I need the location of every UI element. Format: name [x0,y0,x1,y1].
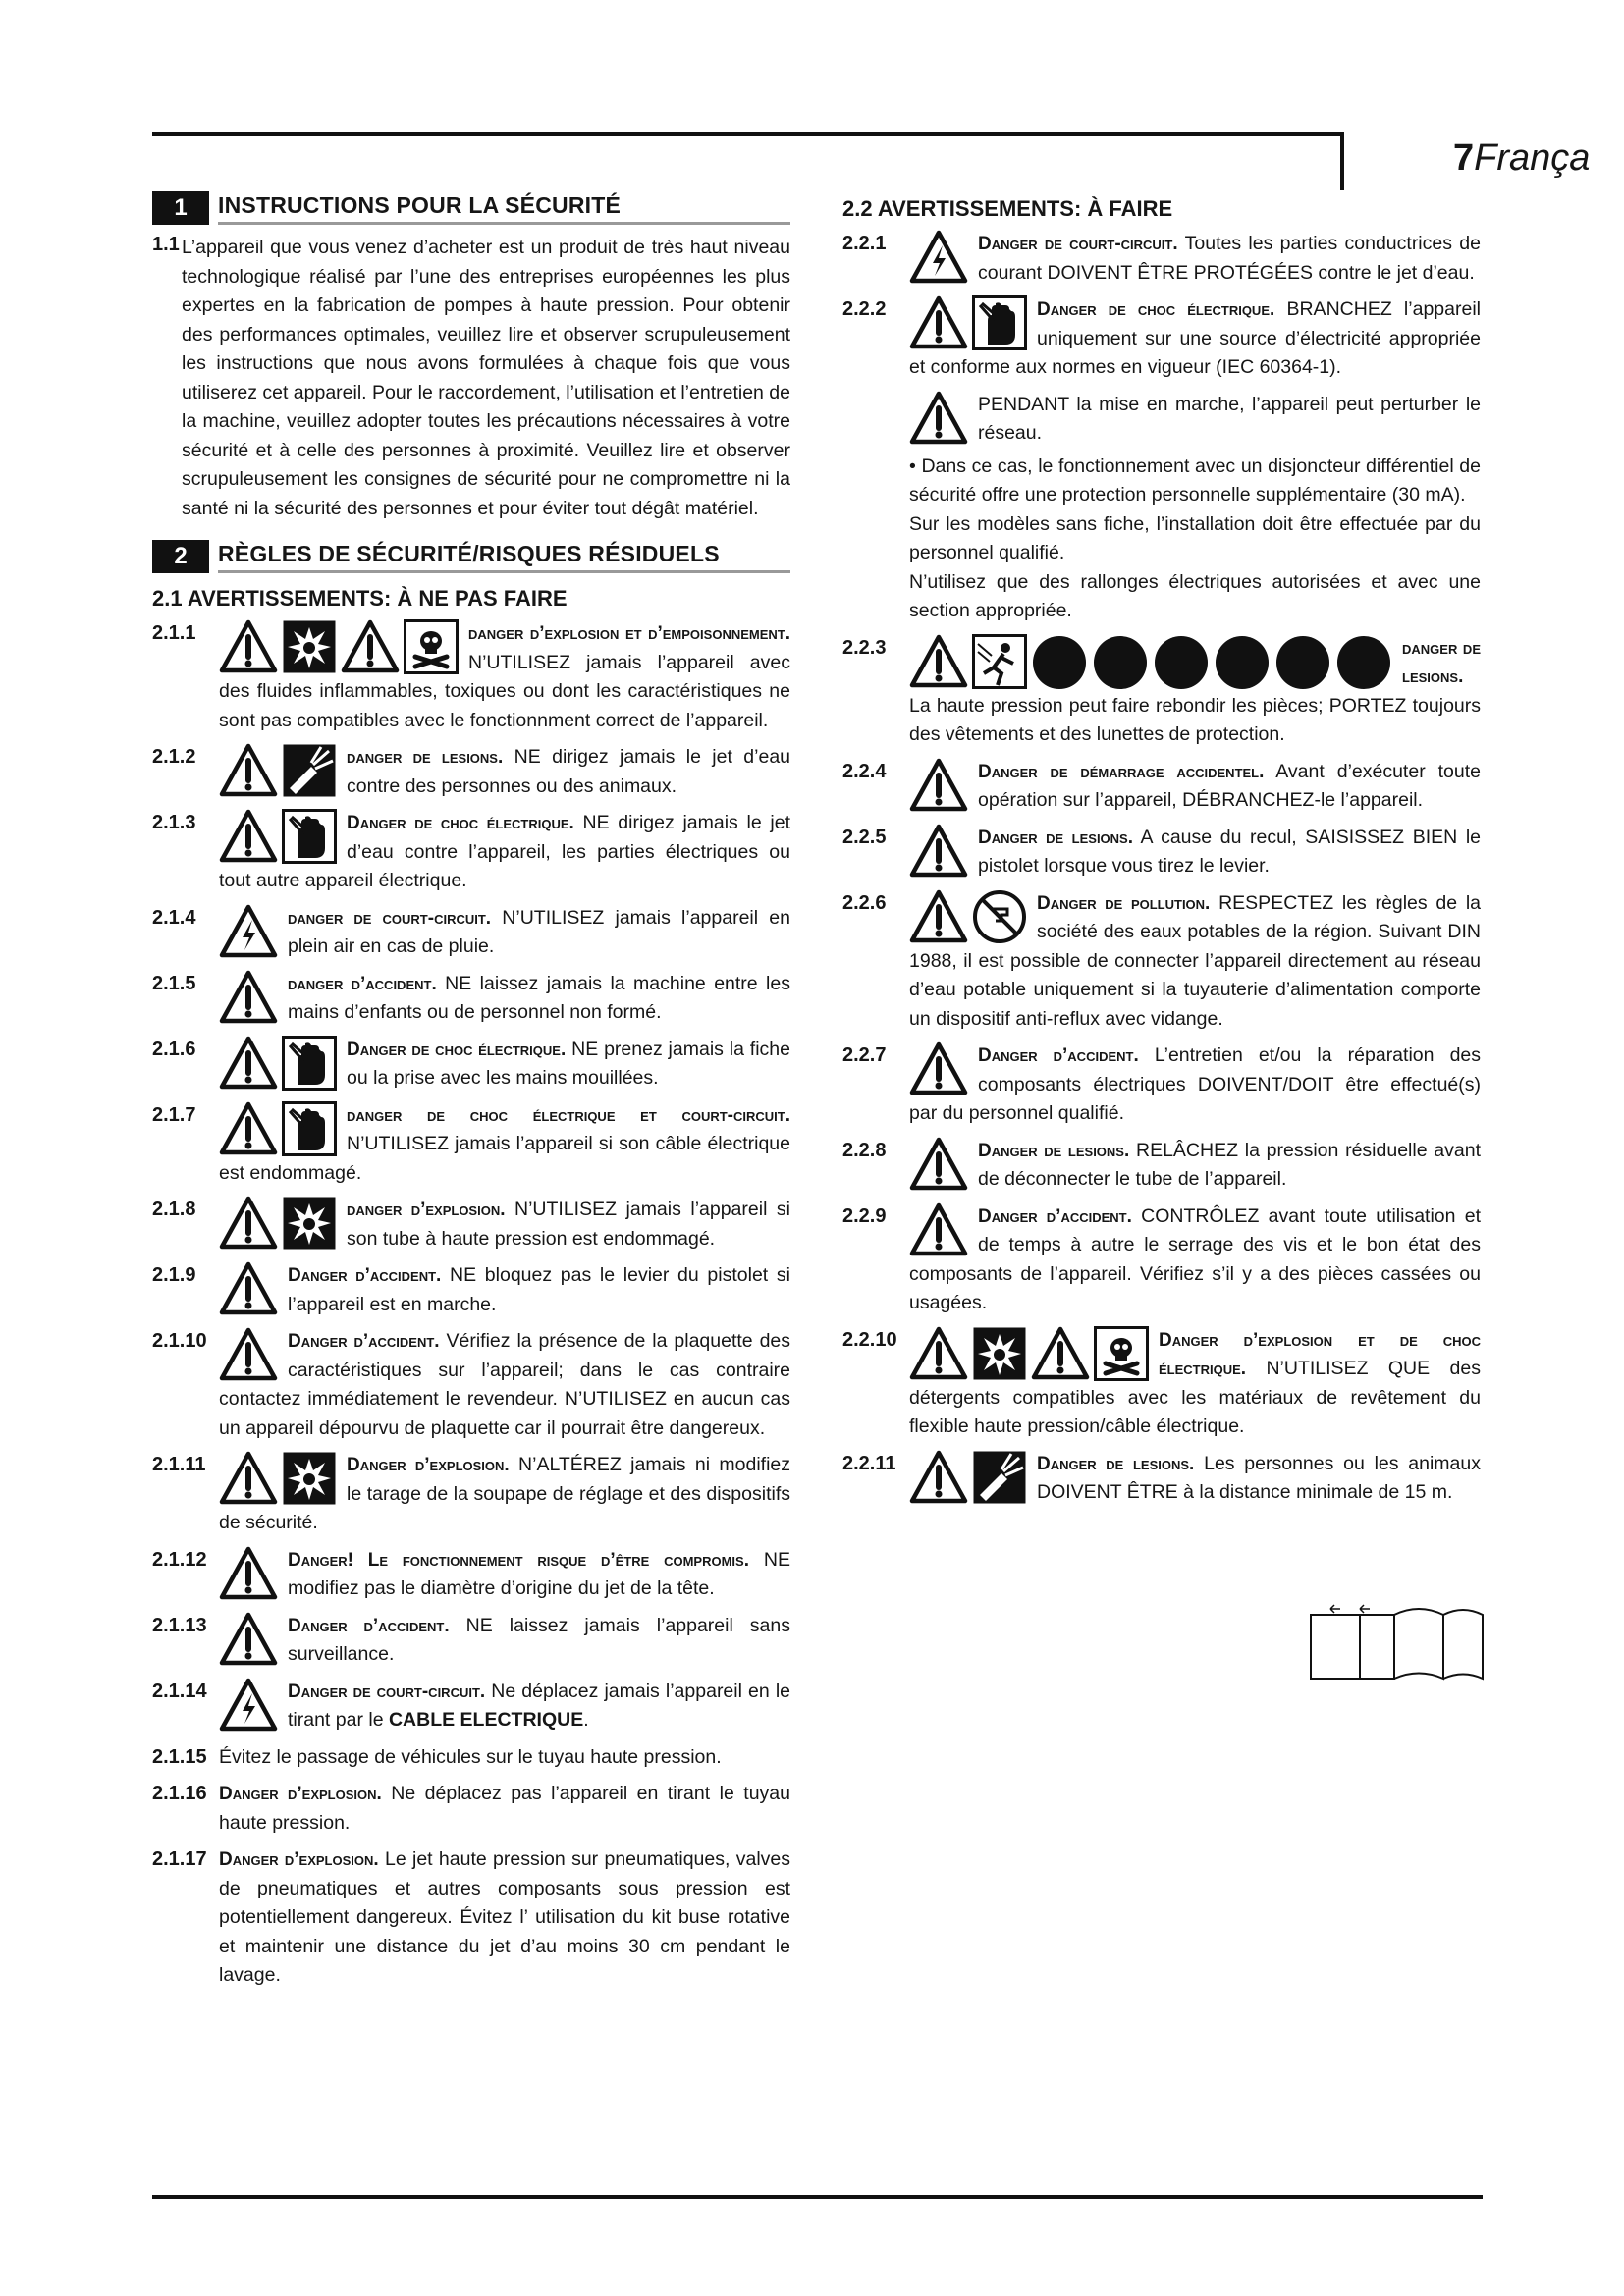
warning-item-body [219,619,790,735]
warning-item-text [219,904,790,962]
bottom-rule [152,2195,1483,2199]
warning-text: L’entretien et/ou la réparation des composants électriques DOIVENT/DOIT être effectué(s) par du personnel qualifié. [909,1044,1482,1124]
warning-icons [219,1612,278,1667]
warning-item-body [219,1196,790,1254]
warning-item [152,1546,790,1604]
warning-item-body [909,1326,1481,1442]
warning-item [152,1261,790,1319]
hazard-label: Danger d’explosion. [219,1849,379,1870]
warning-text: Ne déplacez jamais l’appareil en le tirant par le [288,1680,790,1731]
explosion-icon [972,1326,1027,1381]
warning-item [842,1450,1481,1508]
warning-icons [909,1450,1027,1505]
network-disturbance-text: PENDANT la mise en marche, l’appareil peut perturber le réseau. [978,393,1481,444]
hazard-label: Danger de pollution. [1037,892,1211,914]
section-2-title: RÈGLES DE SÉCURITÉ/RISQUES RÉSIDUELS [218,541,790,573]
hazard-label: danger d’explosion. [347,1200,506,1220]
section-1-title: INSTRUCTIONS POUR LA SÉCURITÉ [218,192,790,225]
warning-item-number: 2.1.16 [152,1783,207,1804]
hazard-label: Danger! Le fonctionnement risque d’être compromis. [288,1549,749,1571]
warning-icons [219,970,278,1025]
warning-text: Évitez le passage de véhicules sur le tuyau haute pression. [219,1745,722,1768]
right-column [842,188,1481,1516]
warning-triangle-icon [909,1450,968,1505]
warning-triangle-icon [219,743,278,798]
warning-item-body [219,1678,790,1735]
warning-item-text [219,1327,790,1443]
warning-triangle-icon [219,1546,278,1601]
subsection-2-1-title: 2.1 AVERTISSEMENTS: À NE PAS FAIRE [152,586,568,611]
warning-item-body [909,1450,1481,1508]
electric-hazard-icon [909,230,968,285]
warning-icons [219,904,278,959]
page-number-value: 7 [1453,137,1475,179]
warning-item-text [219,1546,790,1604]
hazard-label: danger d’accident. [288,973,437,994]
hazard-label: Danger de choc électrique. [1037,299,1275,320]
hazard-label: Danger de choc électrique. [347,813,574,833]
warning-text: N’UTILISEZ jamais l’appareil en plein air en cas de pluie. [288,906,790,957]
toxic-skull-icon [1094,1326,1149,1381]
warning-item-body [219,1036,790,1094]
warning-bold-text: CABLE ELECTRIQUE [388,1709,584,1731]
section-1-number: 1 [152,191,209,225]
warning-text: NE laissez jamais l’appareil sans surveillance. [288,1614,790,1665]
hazard-label: Danger de court-circuit. [288,1681,486,1702]
hazard-label: Danger de démarrage accidentel. [978,761,1265,782]
warning-item [152,1743,790,1773]
warning-item-number: 2.1.2 [152,746,196,768]
warning-item-text [219,970,790,1028]
hazard-label: Danger d’accident. [978,1045,1139,1066]
warning-item-body [909,230,1481,288]
warning-item-body [219,1451,790,1538]
warning-item-body [909,824,1481,881]
warning-triangle-icon [909,758,968,813]
warning-text: NE modifiez pas le diamètre d’origine du jet de la tête. [288,1548,790,1599]
warning-item-text [909,1041,1481,1129]
warning-icons [219,1196,337,1251]
warning-icons [909,1326,1149,1381]
warning-item-number: 2.1.3 [152,812,196,833]
warning-item-text [909,758,1481,816]
warning-item-body [219,970,790,1028]
warning-item-body [219,1612,790,1670]
warning-text: N’ALTÉREZ jamais ni modifiez le tarage de la soupape de réglage et des dispositifs de sécurité. [219,1454,790,1533]
water-jet-icon [972,1450,1027,1505]
warning-triangle-icon [219,1612,278,1667]
warning-item-number: 2.2.4 [842,760,887,782]
warning-triangle-icon [909,634,968,689]
warning-item [152,1451,790,1538]
warning-text: A cause du recul, SAISISSEZ BIEN le pistolet lorsque vous tirez le levier. [978,826,1481,877]
warning-item-number: 2.1.12 [152,1548,207,1571]
warning-text: Le jet haute pression sur pneumatiques, valves de pneumatiques et autres composants sous pression est potentiellement dangereux. Évitez l’ utilisation du kit buse rotative et maintenir une distance du jet d’au moins 30 cm pendant le lavage. [219,1848,790,1986]
warning-icons [909,1202,968,1257]
paragraph-1-1-number: 1.1 [152,234,180,255]
warning-triangle-icon [909,295,968,350]
warning-icons [219,1327,278,1382]
warning-triangle-icon [909,1202,968,1257]
warning-triangle-icon [219,809,278,864]
hazard-label: danger de court-circuit. [288,907,492,929]
warning-item-text [909,824,1481,881]
warning-icons [909,889,1027,944]
warning-item [842,634,1481,750]
warning-text: RELÂCHEZ la pression résiduelle avant de déconnecter le tube de l’appareil. [978,1139,1481,1190]
warning-item-body [219,809,790,896]
warning-item-text [219,1845,790,1991]
warning-text: N’UTILISEZ jamais l’appareil si son câble électrique est endommagé. [219,1133,790,1184]
warning-item-body [219,1327,790,1443]
warning-item-number: 2.1.14 [152,1680,207,1702]
warning-text: NE dirigez jamais le jet d’eau contre l’appareil, les parties électriques ou tout autre appareil électrique. [219,812,790,891]
paragraph-1-1 [152,234,790,523]
warning-item-number: 2.1.10 [152,1330,207,1352]
warning-item-number: 2.1.13 [152,1614,207,1636]
warning-item [152,1780,790,1838]
page-language: França [1474,137,1591,179]
warning-item-body [909,1041,1481,1129]
warning-item [152,1101,790,1189]
warning-text: NE laissez jamais la machine entre les mains d’enfants ou de personnel non formé. [288,972,790,1023]
warning-item [842,1041,1481,1129]
rebound-injury-icon [972,634,1027,689]
warning-item [842,824,1481,881]
warning-triangle-icon [219,619,278,674]
warning-item-body [219,1743,790,1773]
hazard-label: danger de lesions. [1402,637,1481,687]
warning-item-body [909,758,1481,816]
warning-item-body [909,1137,1481,1195]
warning-triangle-icon [1031,1326,1090,1381]
warning-triangle-icon [219,1327,278,1382]
warning-item-number: 2.2.2 [842,298,887,320]
protective-equipment-icon [1274,634,1331,691]
warning-item-body [219,1780,790,1838]
warning-item-body [909,889,1481,1035]
electric-hazard-icon [219,904,278,959]
warning-item-number: 2.2.8 [842,1139,887,1161]
warning-item-body [909,634,1481,750]
warning-item-text: Danger de court-circuit. Ne déplacez jamais l’appareil en le tirant par le CABLE ELECTRIQUE. [288,1680,790,1731]
warning-item [152,1845,790,1991]
warning-triangle-icon [341,619,400,674]
warning-icons [219,1101,337,1156]
warning-text: NE dirigez jamais le jet d’eau contre des personnes ou des animaux. [347,746,791,797]
warning-text: Toutes les parties conductrices de courant DOIVENT ÊTRE PROTÉGÉES contre le jet d’eau. [978,233,1482,284]
warning-text: N’UTILISEZ jamais l’appareil avec des fluides inflammables, toxiques ou dont les caractéristiques ne sont pas compatibles avec le fonctionnment correct de l’appareil. [219,651,790,731]
hazard-label: Danger de choc électrique. [347,1039,567,1060]
explosion-icon [282,1451,337,1506]
explosion-icon [282,619,337,674]
warning-item-body [219,743,790,801]
warning-icons [219,1678,278,1733]
warning-text: N’UTILISEZ QUE des détergents compatibles avec les matériaux de revêtement du flexible haute pression/câble électrique. [909,1358,1481,1437]
warning-text: BRANCHEZ l’appareil uniquement sur une source d’électricité appropriée et conforme aux normes en vigueur (IEC 60364-1). [909,298,1481,378]
warning-item-number: 2.1.5 [152,972,196,994]
hazard-label: Danger d’accident. [288,1331,440,1352]
warning-item-number: 2.2.11 [842,1452,896,1474]
warning-icons [219,743,337,798]
warning-item-number: 2.2.9 [842,1204,887,1227]
explosion-icon [282,1196,337,1251]
warning-item-text [909,230,1481,288]
warning-item-number: 2.2.1 [842,233,887,254]
warning-item-number: 2.2.5 [842,826,887,848]
warning-item-number: 2.1.9 [152,1264,196,1286]
warning-item-text [909,1137,1481,1195]
warning-item [842,758,1481,816]
hazard-label: danger de choc électrique et court-circuit. [347,1104,790,1126]
warning-text: RESPECTEZ les règles de la société des eaux potables de la région. Suivant DIN 1988, il est possible de connecter l’appareil directement au réseau d’eau potable uniquement si la tuyauterie d’alimentation comporte un dispositif anti-reflux avec vidange. [909,891,1482,1030]
warning-text: CONTRÔLEZ avant toute utilisation et de temps à autre le serrage des vis et le bon état des composants de l’appareil. Vérifiez s’il y a des pièces cassées ou usagées. [909,1204,1481,1313]
warning-icons [909,1041,968,1096]
no-drinking-water-icon [972,889,1027,944]
left-column [152,188,790,1999]
hazard-label: Danger de lesions. [1037,1453,1195,1474]
hazard-label: Danger d’accident. [288,1615,450,1636]
section-2-number: 2 [152,540,209,573]
warning-item [842,889,1481,1035]
protective-equipment-icon [1214,634,1271,691]
warning-icons [909,1137,968,1192]
warning-item [152,1612,790,1670]
warning-item-number: 2.2.6 [842,891,887,914]
warning-item-text [909,1202,1481,1318]
warning-item [152,809,790,896]
electric-shock-hand-icon [282,1101,337,1156]
warning-item-number: 2.1.4 [152,906,196,929]
hazard-label: danger d’explosion et d’empoisonnement. [468,623,790,644]
toxic-skull-icon [404,619,459,674]
electric-hazard-icon [219,1678,278,1733]
warning-icons [909,824,968,879]
water-jet-icon [282,743,337,798]
subsection-2-2-title: 2.2 AVERTISSEMENTS: À FAIRE [842,196,1173,221]
note-paragraph: Sur les modèles sans fiche, l’installation doit être effectuée par du personnel qualifié. [909,512,1481,563]
paragraph-1-1-text: L’appareil que vous venez d’acheter est un produit de très haut niveau technologique réalisé par l’une des entreprises européennes les plus expertes en la fabrication de pompes à haute pression. Pour obtenir des performances optimales, veuillez lire et observer scrupuleusement les instructions que nous avons formulées à chaque fois que vous utiliserez cet appareil. Pour le raccordement, l’utilisation et l’entretien de la machine, veuillez adopter toutes les précautions nécessaires à votre sécurité et à celle des personnes à proximité. Veuillez lire et observer scrupuleusement les consignes de sécurité pour ne compromettre ni la santé ni la sécurité des personnes et pour éviter tout dégât matériel. [182,237,790,519]
warning-item-number: 2.1.15 [152,1745,207,1768]
warning-item-body [909,295,1481,383]
hazard-label: Danger de lesions. [978,827,1134,848]
warning-icons [909,634,1392,691]
warning-icons [909,295,1027,350]
manual-book-icon [1301,1595,1488,1683]
warning-item-body [219,1546,790,1604]
warning-item-text [219,1743,790,1773]
warning-triangle-icon [909,391,968,446]
warning-item-body [219,1261,790,1319]
warning-item-text [219,1780,790,1838]
hazard-label: Danger d’explosion. [219,1784,382,1804]
warning-item [842,1202,1481,1318]
hazard-label: Danger d’explosion et de choc électrique. [1159,1329,1481,1379]
electric-shock-hand-icon [282,1036,337,1091]
warning-text: N’UTILISEZ jamais l’appareil si son tube à haute pression est endommagé. [347,1199,790,1250]
warning-item-body [909,1202,1481,1318]
warning-text: Vérifiez la présence de la plaquette des caractéristiques sur l’appareil; dans le cas contraire contactez immédiatement le revendeur. N’UTILISEZ en aucun cas un appareil dépourvu de plaquette car il pourrait être dangereux. [219,1330,791,1439]
warning-item [152,970,790,1028]
protective-equipment-icon [1335,634,1392,691]
warning-triangle-icon [909,1326,968,1381]
warning-icons [219,1261,278,1316]
warning-triangle-icon [219,1451,278,1506]
warning-icons [909,230,968,285]
section-1-header [152,188,790,228]
warning-icons [219,1036,337,1091]
warning-list-dont [152,619,790,1991]
warning-text: Ne déplacez pas l’appareil en tirant le tuyau haute pression. [219,1783,790,1834]
warning-item-body [219,1101,790,1189]
hazard-label: Danger d’accident. [978,1205,1132,1227]
warning-triangle-icon [909,1137,968,1192]
note-paragraph: N’utilisez que des rallonges électriques autorisées et avec une section appropriée. [909,570,1481,621]
warning-item [152,1678,790,1735]
warning-item-number: 2.1.11 [152,1454,206,1475]
warning-triangle-icon [219,1196,278,1251]
warning-triangle-icon [909,824,968,879]
warning-text: NE prenez jamais la fiche ou la prise avec les mains mouillées. [347,1038,790,1089]
warning-item [842,295,1481,383]
warning-item-body [219,1845,790,1991]
top-rule [152,132,1340,136]
warning-triangle-icon [219,1101,278,1156]
warning-item [152,743,790,801]
warning-list-do [842,230,1481,1508]
warning-item [842,1137,1481,1195]
top-rule-tick [1340,132,1344,190]
electric-shock-hand-icon [282,809,337,864]
hazard-label: danger de lesions. [347,747,504,768]
warning-text: Avant d’exécuter toute opération sur l’appareil, DÉBRANCHEZ-le l’appareil. [978,760,1481,811]
note-paragraph: • Dans ce cas, le fonctionnement avec un disjoncteur différentiel de sécurité offre une protection personnelle supplémentaire (30 mA). [909,454,1481,506]
warning-item-text [219,1612,790,1670]
hazard-label: Danger de lesions. [978,1140,1130,1161]
warning-item-number: 2.2.7 [842,1044,887,1066]
warning-text: NE bloquez pas le levier du pistolet si l’appareil est en marche. [288,1264,790,1315]
warning-triangle-icon [909,889,968,944]
warning-item [842,1326,1481,1442]
warning-triangle-icon [219,1261,278,1316]
warning-icons [219,809,337,864]
warning-icons [219,1451,337,1506]
warning-item-number: 2.1.7 [152,1103,196,1126]
warning-item [842,230,1481,288]
warning-triangle-icon [909,1041,968,1096]
warning-item-number: 2.1.1 [152,622,196,644]
page-number [1453,137,1590,180]
warning-icons [909,758,968,813]
warning-item [152,619,790,735]
warning-item-number: 2.2.3 [842,636,887,659]
warning-triangle-icon [219,1036,278,1091]
warning-item-number: 2.2.10 [842,1328,897,1351]
warning-item [152,1036,790,1094]
warning-item [152,1196,790,1254]
warning-icons [219,1546,278,1601]
warning-icons [219,619,459,674]
hazard-label: Danger de court-circuit. [978,234,1178,254]
warning-item-number: 2.1.6 [152,1038,196,1060]
warning-item-text [219,1261,790,1319]
protective-equipment-icon [1092,634,1149,691]
warning-text: La haute pression peut faire rebondir les pièces; PORTEZ toujours des vêtements et des lunettes de protection. [909,694,1481,745]
protective-equipment-icon [1031,634,1088,691]
electric-shock-hand-icon [972,295,1027,350]
warning-item [152,904,790,962]
warning-item-number: 2.1.8 [152,1199,196,1220]
network-disturbance-note [909,391,1481,449]
warning-text: Les personnes ou les animaux DOIVENT ÊTRE à la distance minimale de 15 m. [1037,1452,1481,1503]
section-2-header [152,537,790,576]
warning-item [152,1327,790,1443]
warning-item-number: 2.1.17 [152,1848,207,1870]
warning-item-body [219,904,790,962]
hazard-label: Danger d’explosion. [347,1455,510,1475]
hazard-label: Danger d’accident. [288,1265,442,1286]
item-2-2-2-notes [909,391,1481,626]
protective-equipment-icon [1153,634,1210,691]
warning-triangle-icon [219,970,278,1025]
